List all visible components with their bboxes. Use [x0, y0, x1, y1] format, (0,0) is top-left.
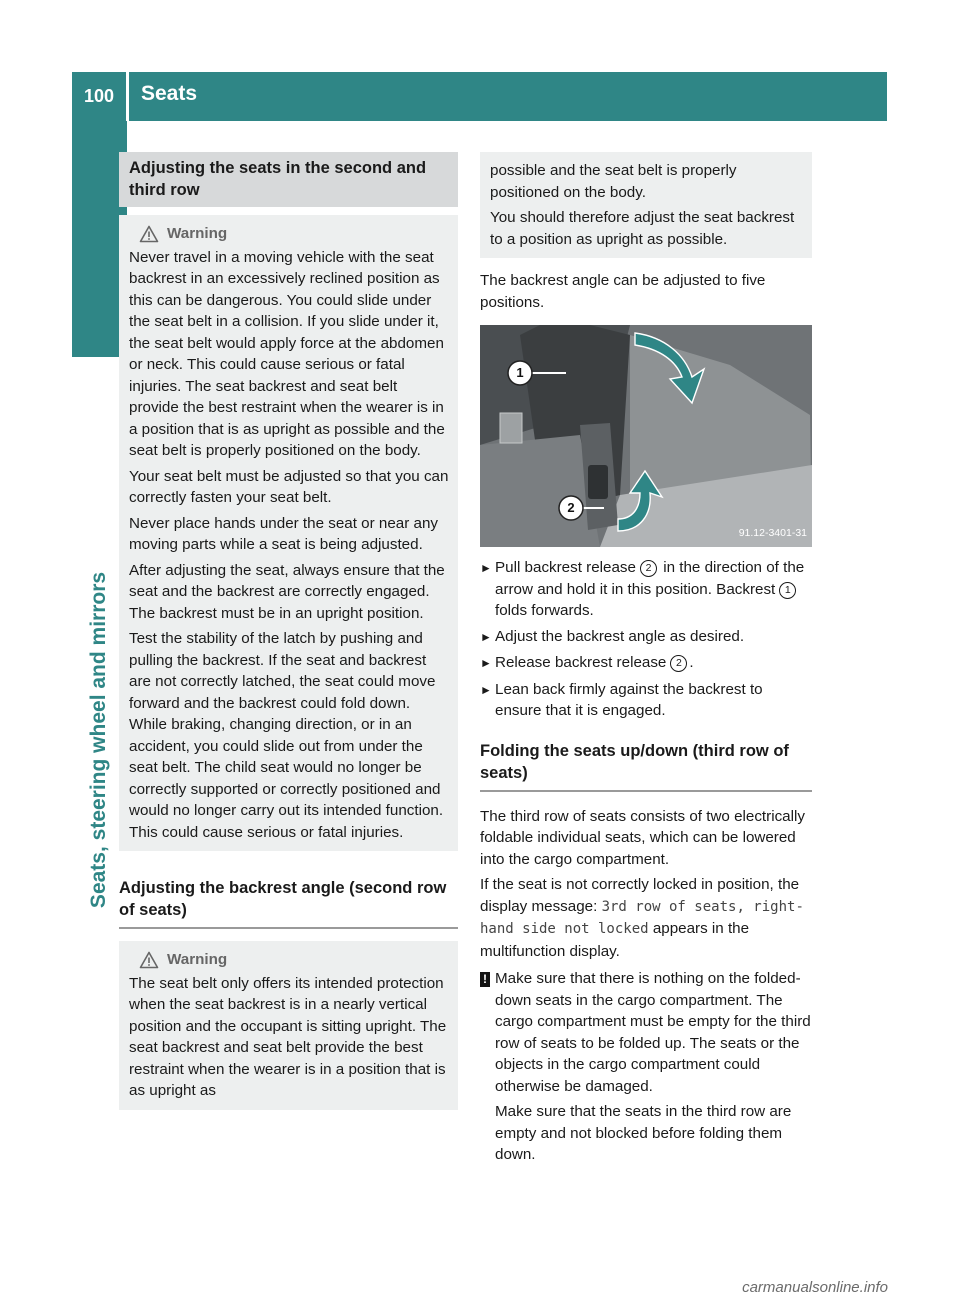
subsection-heading: Adjusting the backrest angle (second row of seats) — [119, 877, 458, 929]
step-arrow-icon: ► — [480, 656, 492, 670]
body-paragraph — [480, 874, 812, 962]
watermark: carmanualsonline.info — [742, 1279, 888, 1296]
warning-paragraph: Never place hands under the seat or near any moving parts while a seat is being adjusted. — [129, 514, 439, 553]
warning-paragraph: After adjusting the seat, always ensure that the seat and the backrest are correctly engaged. The backrest must be in an upright position. — [129, 561, 445, 622]
warning-triangle-icon — [139, 225, 161, 243]
callout-ref-2: 2 — [670, 655, 687, 672]
step-text: folds forwards. — [495, 602, 594, 619]
note-text: Make sure that there is nothing on the folded-down seats in the cargo compartment. The cargo compartment must be empty for the third row of seats to be folded up. The seats or the objects in the cargo compartment could otherwise be damaged. — [495, 970, 811, 1095]
warning-box-continued — [480, 152, 812, 258]
callout-1: 1 — [516, 365, 524, 380]
warning-paragraph: Your seat belt must be adjusted so that you can correctly fasten your seat belt. — [129, 467, 449, 506]
callout-ref-2: 2 — [640, 560, 657, 577]
step-arrow-icon: ► — [480, 682, 492, 697]
body-text: appears in the multifunction display. — [480, 920, 750, 960]
step-text: . — [689, 654, 694, 671]
chapter-label: Seats, steering wheel and mirrors — [87, 571, 110, 909]
header-divider — [126, 72, 129, 121]
callout-2: 2 — [567, 500, 575, 515]
step-text: Pull backrest release — [495, 559, 636, 576]
warning-paragraph: The seat belt only offers its intended protection when the seat backrest is in a nearly vertical position and the occupant is sitting upright. The seat backrest and seat belt provide the best restraint when the wearer is in a position that is as upright as — [129, 974, 447, 1099]
body-text: If the seat is not correctly locked in position, the display message: — [480, 876, 800, 915]
image-code: 91.12-3401-31 — [738, 526, 807, 539]
step-text: Release backrest release — [495, 654, 667, 671]
instruction-step — [480, 679, 812, 722]
warning-box — [119, 215, 458, 851]
warning-title: Warning — [167, 225, 228, 242]
warning-paragraph: You should therefore adjust the seat backrest to a position as upright as possible. — [490, 209, 795, 248]
instruction-step — [480, 626, 812, 649]
page-number: 100 — [83, 86, 115, 106]
backrest-photo — [480, 325, 812, 547]
caution-note — [480, 968, 812, 1170]
note-text: Make sure that the seats in the third row are empty and not blocked before folding them down. — [495, 1103, 792, 1163]
instruction-step — [480, 652, 812, 675]
warning-triangle-icon — [139, 951, 161, 969]
display-message: 3rd row of seats, right-hand side not locked — [480, 898, 804, 937]
instruction-step — [480, 557, 812, 622]
step-arrow-icon: ► — [480, 629, 492, 644]
callout-ref-1: 1 — [779, 582, 796, 599]
step-text: in the direction of the arrow and hold it in this position. Backrest — [495, 559, 805, 598]
step-text: Adjust the backrest angle as desired. — [495, 627, 745, 645]
warning-title: Warning — [167, 951, 228, 968]
step-text: Lean back firmly against the backrest to ensure that it is engaged. — [495, 680, 763, 719]
caution-icon: ! — [480, 968, 495, 1170]
step-arrow-icon: ► — [480, 561, 492, 575]
subsection-heading: Folding the seats up/down (third row of seats) — [480, 740, 812, 792]
intro-text: The backrest angle can be adjusted to five positions. — [480, 272, 766, 311]
section-title: Adjusting the seats in the second and third row — [119, 152, 458, 207]
warning-paragraph: Test the stability of the latch by pushing and pulling the backrest. If the seat and backrest are not correctly latched, the seat could move forward and the backrest could fold down. While braking, changing direction, or in an accident, you could slide out from under the seat belt. The child seat would no longer be correctly supported or correctly positioned and would no longer carry out its intended function. This could cause serious or fatal injuries. — [129, 630, 444, 841]
warning-header — [129, 949, 450, 971]
warning-paragraph: Never travel in a moving vehicle with the seat backrest in an excessively reclined position as this can be dangerous. You could slide under the seat belt in a collision. If you slide under it, the seat belt would apply force at the abdomen or neck. This could cause serious or fatal injuries. The seat backrest and seat belt provide the best restraint when the wearer is in a position that is as upright as possible and the seat belt is properly positioned on the body. — [129, 248, 445, 459]
left-column — [119, 152, 458, 1110]
warning-box — [119, 941, 458, 1110]
warning-paragraph: possible and the seat belt is properly positioned on the body. — [490, 162, 737, 201]
right-column — [480, 152, 812, 1174]
page-title: Seats — [141, 82, 198, 105]
warning-header — [129, 223, 450, 245]
body-paragraph: The third row of seats consists of two electrically foldable individual seats, which can be lowered into the cargo compartment. — [480, 807, 805, 868]
